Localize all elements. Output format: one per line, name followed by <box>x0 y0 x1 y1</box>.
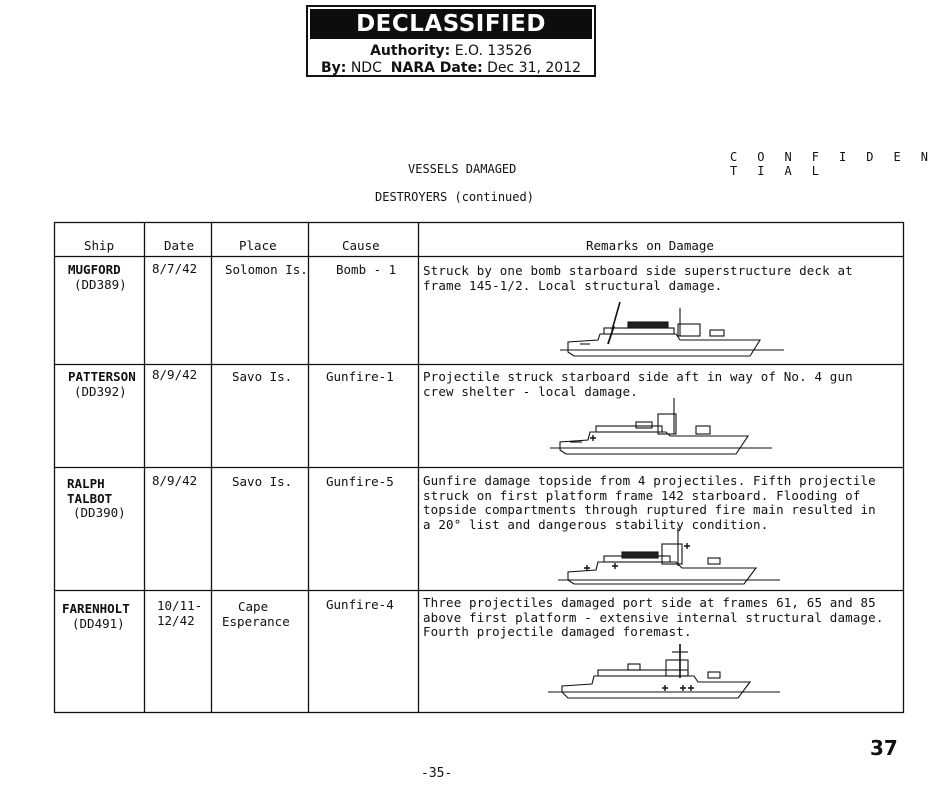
date-cell: 8/7/42 <box>152 261 198 276</box>
remarks-cell: Gunfire damage topside from 4 projectiles. Fifth projectile struck on first platform frame 142 starboard. Flooding of topside compartments through ruptured fire main resulted in a 20° list and dangerous stability condition. <box>423 473 876 532</box>
classification-label: C O N F I D E N T I A L <box>730 150 935 178</box>
cause-cell: Gunfire-4 <box>326 597 394 612</box>
date-cell: 8/9/42 <box>152 473 198 488</box>
column-header-cause: Cause <box>342 238 380 253</box>
footer-page-number: -35- <box>421 766 453 781</box>
ship-cell: RALPH TALBOT (DD390) <box>67 476 126 520</box>
remarks-cell: Projectile struck starboard side aft in way of No. 4 gun crew shelter - local damage. <box>423 369 853 399</box>
cause-cell: Bomb - 1 <box>336 262 397 277</box>
cause-cell: Gunfire-5 <box>326 474 394 489</box>
ship-cell: PATTERSON (DD392) <box>68 369 136 399</box>
page-title: VESSELS DAMAGED <box>408 162 517 176</box>
ship-damage-diagram <box>560 300 790 360</box>
place-cell: Savo Is. <box>232 369 293 384</box>
column-header-date: Date <box>164 238 195 253</box>
stamp-by-line: By: NDC NARA Date: Dec 31, 2012 <box>320 60 582 76</box>
place-cell: Solomon Is. <box>225 262 308 277</box>
stamp-title: DECLASSIFIED <box>310 9 592 39</box>
remarks-cell: Three projectiles damaged port side at frames 61, 65 and 85 above first platform - extensive internal structural damage. Fourth projectile damaged foremast. <box>423 595 884 639</box>
ship-damage-diagram <box>548 642 783 702</box>
stamp-authority: Authority: E.O. 13526 <box>370 43 532 59</box>
date-cell: 10/11- 12/42 <box>157 598 203 628</box>
date-cell: 8/9/42 <box>152 367 198 382</box>
ship-damage-diagram <box>558 528 783 588</box>
page-number: 37 <box>870 736 898 760</box>
column-header-ship: Ship <box>84 238 115 253</box>
place-cell: Cape Esperance <box>222 599 290 629</box>
ship-damage-diagram <box>550 398 775 458</box>
ship-cell: FARENHOLT (DD491) <box>62 601 130 631</box>
cause-cell: Gunfire-1 <box>326 369 394 384</box>
place-cell: Savo Is. <box>232 474 293 489</box>
ship-cell: MUGFORD (DD389) <box>68 262 127 292</box>
page-subtitle: DESTROYERS (continued) <box>375 190 534 204</box>
column-header-place: Place <box>239 238 277 253</box>
column-header-remarks: Remarks on Damage <box>586 238 714 253</box>
remarks-cell: Struck by one bomb starboard side superstructure deck at frame 145-1/2. Local structural damage. <box>423 263 853 293</box>
